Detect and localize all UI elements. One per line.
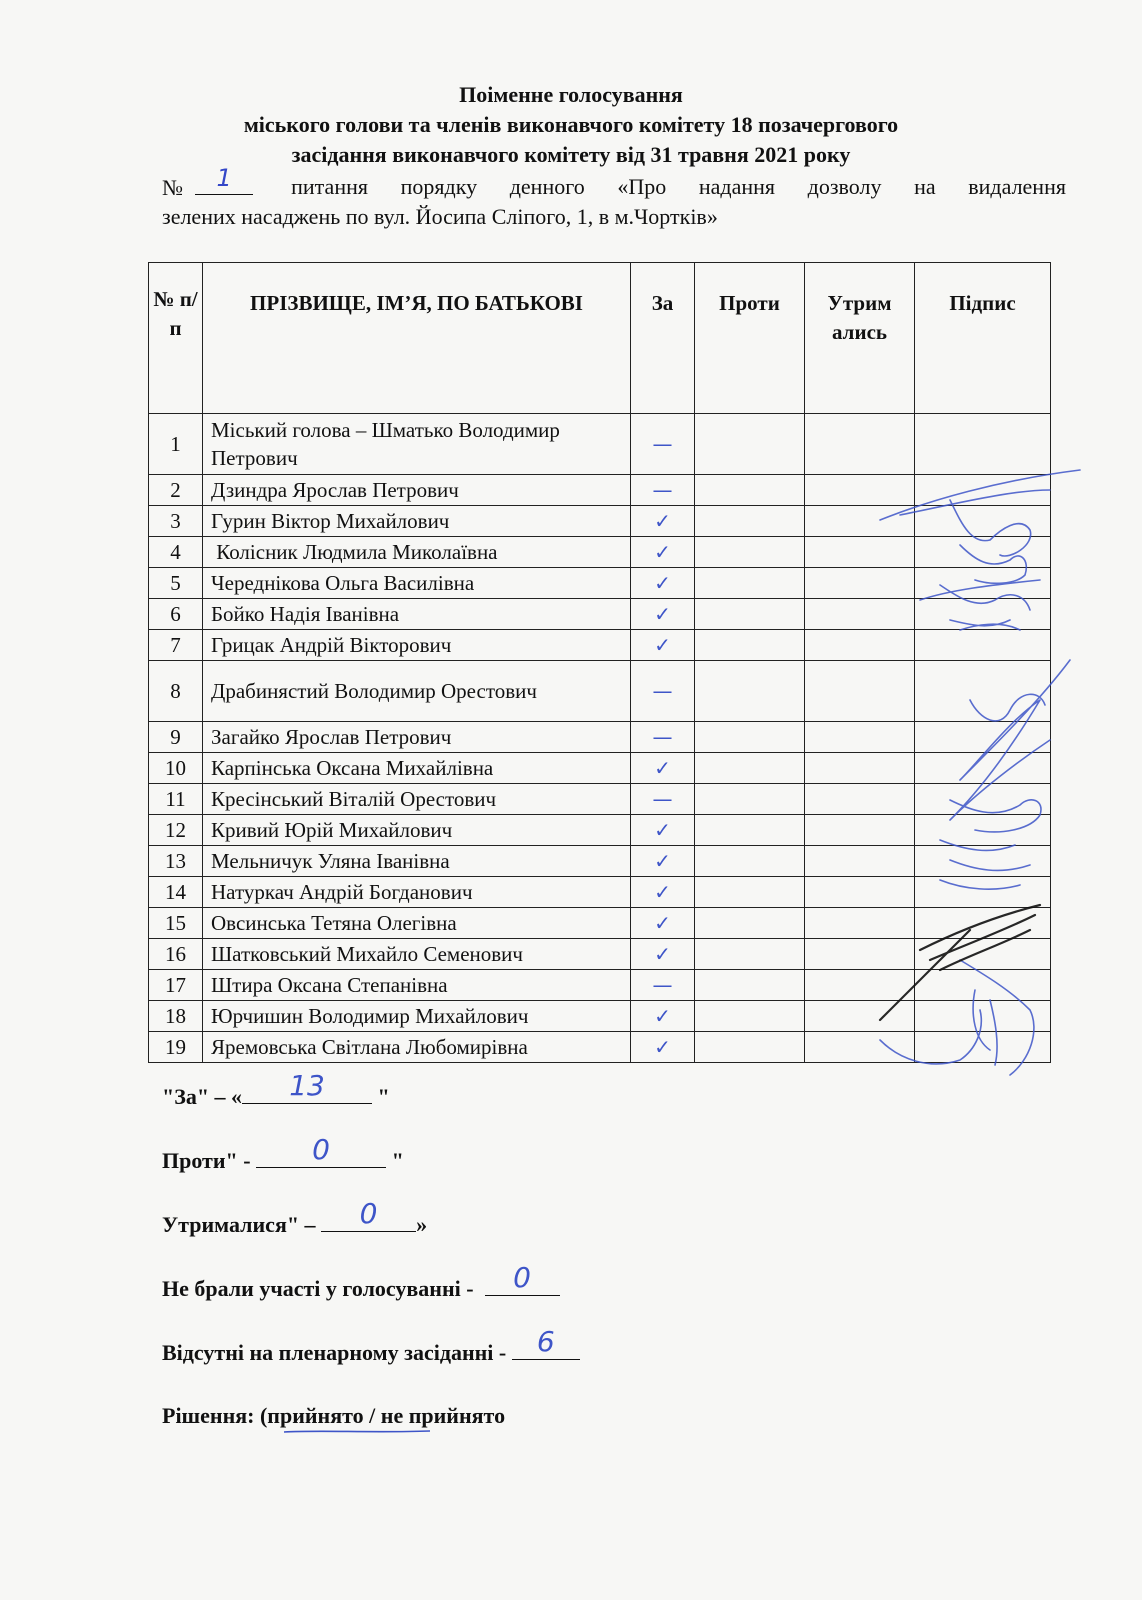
summary-vidsutni: [162, 1325, 580, 1366]
table-row: [149, 753, 1051, 784]
za-mark: —: [631, 722, 695, 753]
signature-cell: [915, 815, 1051, 846]
utrym-cell: [805, 537, 915, 568]
signature-cell: [915, 753, 1051, 784]
row-number: 1: [149, 414, 203, 475]
signature-cell: [915, 506, 1051, 537]
member-name: Кресінський Віталій Орестович: [203, 784, 631, 815]
utrym-cell: [805, 1001, 915, 1032]
table-row: [149, 475, 1051, 506]
header-za: За: [631, 263, 695, 414]
za-mark: ✓: [631, 846, 695, 877]
signature-cell: [915, 630, 1051, 661]
row-number: 4: [149, 537, 203, 568]
row-number: 10: [149, 753, 203, 784]
signature-cell: [915, 1001, 1051, 1032]
table-row: [149, 970, 1051, 1001]
table-row: [149, 599, 1051, 630]
table-row: [149, 630, 1051, 661]
summary-vidsutni-value: 6: [536, 1325, 555, 1358]
utrym-cell: [805, 908, 915, 939]
member-name: Карпінська Оксана Михайлівна: [203, 753, 631, 784]
za-mark: ✓: [631, 1032, 695, 1063]
row-number: 19: [149, 1032, 203, 1063]
question-word: надання: [698, 174, 776, 199]
utrym-cell: [805, 877, 915, 908]
za-mark: ✓: [631, 815, 695, 846]
proty-cell: [695, 722, 805, 753]
row-number: 18: [149, 1001, 203, 1032]
row-number: 13: [149, 846, 203, 877]
proty-cell: [695, 568, 805, 599]
agenda-question: [162, 164, 1066, 231]
za-mark: ✓: [631, 537, 695, 568]
za-mark: —: [631, 784, 695, 815]
header-name: ПРІЗВИЩЕ, ІМ’Я, ПО БАТЬКОВІ: [203, 263, 631, 414]
signature-cell: [915, 475, 1051, 506]
member-name: Натуркач Андрій Богданович: [203, 877, 631, 908]
utrym-cell: [805, 1032, 915, 1063]
proty-cell: [695, 537, 805, 568]
question-number-blank: [195, 164, 253, 195]
question-number-handwritten: 1: [216, 164, 232, 192]
row-number: 7: [149, 630, 203, 661]
row-number: 14: [149, 877, 203, 908]
row-number: 3: [149, 506, 203, 537]
summary-decision: Рішення: (прийнято / не прийнято: [162, 1403, 506, 1428]
member-name: Шатковський Михайло Семенович: [203, 939, 631, 970]
table-row: [149, 784, 1051, 815]
question-line-2: зелених насаджень по вул. Йосипа Сліпого, 1, в м.Чортків»: [162, 204, 718, 229]
table-row: [149, 939, 1051, 970]
question-word: порядку: [400, 174, 478, 199]
summary-proty-blank: [256, 1133, 386, 1168]
proty-cell: [695, 846, 805, 877]
vote-table: [148, 262, 1051, 1063]
row-number: 17: [149, 970, 203, 1001]
summary-vidsutni-label: Відсутні на пленарному засіданні -: [162, 1340, 512, 1365]
number-sign: №: [162, 175, 183, 200]
proty-cell: [695, 414, 805, 475]
doc-title: Поіменне голосування: [459, 82, 683, 107]
row-number: 2: [149, 475, 203, 506]
proty-cell: [695, 1032, 805, 1063]
za-mark: ✓: [631, 599, 695, 630]
table-row: [149, 846, 1051, 877]
row-number: 5: [149, 568, 203, 599]
proty-cell: [695, 753, 805, 784]
summary-proty: [162, 1133, 404, 1174]
proty-cell: [695, 1001, 805, 1032]
signature-cell: [915, 846, 1051, 877]
row-number: 9: [149, 722, 203, 753]
summary-utrym-close: »: [416, 1212, 428, 1237]
question-word: «Про: [617, 174, 667, 199]
table-row: [149, 661, 1051, 722]
member-name: Кривий Юрій Михайлович: [203, 815, 631, 846]
summary-proty-label: Проти" -: [162, 1148, 257, 1173]
utrym-cell: [805, 568, 915, 599]
table-row: [149, 1001, 1051, 1032]
signature-cell: [915, 414, 1051, 475]
member-name: Колісник Людмила Миколаївна: [203, 537, 631, 568]
member-name: Череднікова Ольга Василівна: [203, 568, 631, 599]
header-utrym: Утрим ались: [805, 263, 915, 414]
za-mark: ✓: [631, 506, 695, 537]
member-name: Грицак Андрій Вікторович: [203, 630, 631, 661]
row-number: 15: [149, 908, 203, 939]
table-row: [149, 506, 1051, 537]
member-name: Бойко Надія Іванівна: [203, 599, 631, 630]
summary-proty-close: ": [386, 1148, 404, 1173]
utrym-cell: [805, 506, 915, 537]
za-mark: ✓: [631, 568, 695, 599]
header-proty: Проти: [695, 263, 805, 414]
header-pidpys: Підпис: [915, 263, 1051, 414]
member-name: Драбинястий Володимир Орестович: [203, 661, 631, 722]
proty-cell: [695, 815, 805, 846]
proty-cell: [695, 661, 805, 722]
doc-subtitle-1: міського голови та членів виконавчого комітету 18 позачергового: [243, 112, 899, 137]
member-name: Загайко Ярослав Петрович: [203, 722, 631, 753]
proty-cell: [695, 630, 805, 661]
table-row: [149, 908, 1051, 939]
signature-cell: [915, 599, 1051, 630]
summary-vidsutni-blank: [512, 1325, 580, 1360]
member-name: Дзиндра Ярослав Петрович: [203, 475, 631, 506]
utrym-cell: [805, 846, 915, 877]
utrym-cell: [805, 661, 915, 722]
za-mark: ✓: [631, 939, 695, 970]
table-row: [149, 877, 1051, 908]
question-number: [162, 164, 259, 202]
proty-cell: [695, 939, 805, 970]
za-mark: —: [631, 970, 695, 1001]
signature-cell: [915, 939, 1051, 970]
za-mark: ✓: [631, 630, 695, 661]
decision-underline-mark: [282, 1427, 432, 1435]
utrym-cell: [805, 815, 915, 846]
za-mark: ✓: [631, 1001, 695, 1032]
proty-cell: [695, 475, 805, 506]
utrym-cell: [805, 414, 915, 475]
proty-cell: [695, 784, 805, 815]
za-mark: —: [631, 661, 695, 722]
question-word: питання: [291, 174, 368, 199]
question-word: на: [914, 174, 936, 199]
utrym-cell: [805, 939, 915, 970]
proty-cell: [695, 599, 805, 630]
summary-utrym-label: Утрималися" –: [162, 1212, 322, 1237]
summary-proty-value: 0: [312, 1133, 330, 1166]
table-row: [149, 1032, 1051, 1063]
proty-cell: [695, 970, 805, 1001]
member-name: Гурин Віктор Михайлович: [203, 506, 631, 537]
member-name: Овсинська Тетяна Олегівна: [203, 908, 631, 939]
za-mark: ✓: [631, 753, 695, 784]
summary-nebraly-blank: [485, 1261, 560, 1296]
proty-cell: [695, 908, 805, 939]
za-mark: ✓: [631, 908, 695, 939]
member-name: Штира Оксана Степанівна: [203, 970, 631, 1001]
member-name: Яремовська Світлана Любомирівна: [203, 1032, 631, 1063]
signature-cell: [915, 1032, 1051, 1063]
summary-nebraly: [162, 1261, 560, 1302]
doc-subtitle-2: засідання виконавчого комітету від 31 травня 2021 року: [291, 142, 851, 167]
question-word: дозволу: [807, 174, 882, 199]
table-row: [149, 568, 1051, 599]
signature-cell: [915, 722, 1051, 753]
summary-za-blank: [242, 1069, 372, 1104]
member-name: Мельничук Уляна Іванівна: [203, 846, 631, 877]
utrym-cell: [805, 475, 915, 506]
signature-cell: [915, 661, 1051, 722]
row-number: 16: [149, 939, 203, 970]
vote-table-header: [149, 263, 1051, 414]
summary-utrym-blank: [321, 1197, 416, 1232]
question-line-1: [162, 164, 1066, 202]
za-mark: —: [631, 475, 695, 506]
table-row: [149, 722, 1051, 753]
signature-cell: [915, 537, 1051, 568]
signature-cell: [915, 784, 1051, 815]
summary-za-close: ": [372, 1084, 390, 1109]
question-word: денного: [509, 174, 585, 199]
table-row: [149, 815, 1051, 846]
member-name: Міський голова – Шматько Володимир Петрович: [203, 414, 631, 475]
za-mark: ✓: [631, 877, 695, 908]
row-number: 12: [149, 815, 203, 846]
utrym-cell: [805, 722, 915, 753]
proty-cell: [695, 877, 805, 908]
member-name: Юрчишин Володимир Михайлович: [203, 1001, 631, 1032]
table-row: [149, 537, 1051, 568]
utrym-cell: [805, 784, 915, 815]
summary-za-value: 13: [289, 1069, 325, 1102]
za-mark: —: [631, 414, 695, 475]
question-word: видалення: [968, 174, 1066, 199]
row-number: 8: [149, 661, 203, 722]
signature-cell: [915, 877, 1051, 908]
signature-cell: [915, 970, 1051, 1001]
header-num: № п/п: [149, 263, 203, 414]
row-number: 6: [149, 599, 203, 630]
summary-utrym-value: 0: [359, 1197, 378, 1230]
row-number: 11: [149, 784, 203, 815]
utrym-cell: [805, 753, 915, 784]
table-row: [149, 414, 1051, 475]
utrym-cell: [805, 630, 915, 661]
summary-utrym: [162, 1197, 428, 1238]
proty-cell: [695, 506, 805, 537]
utrym-cell: [805, 970, 915, 1001]
signature-cell: [915, 568, 1051, 599]
summary-za-label: "За" – «: [162, 1084, 243, 1109]
signature-cell: [915, 908, 1051, 939]
summary-za: [162, 1069, 390, 1110]
summary-nebraly-value: 0: [513, 1261, 531, 1294]
summary-nebraly-label: Не брали участі у голосуванні -: [162, 1276, 485, 1301]
utrym-cell: [805, 599, 915, 630]
